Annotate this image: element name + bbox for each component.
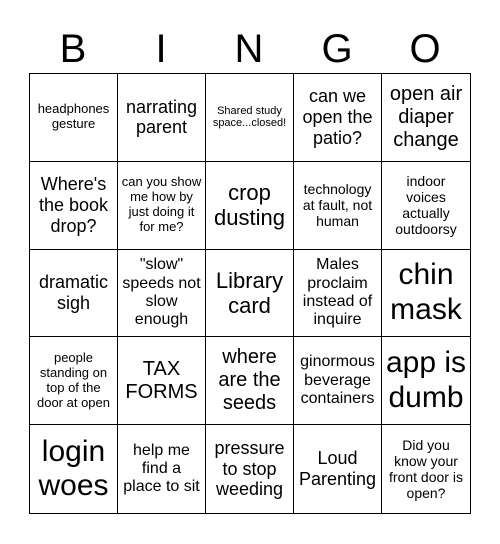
- bingo-cell[interactable]: crop dusting: [206, 162, 294, 250]
- bingo-cell[interactable]: dramatic sigh: [30, 250, 118, 338]
- bingo-cell[interactable]: can you show me how by just doing it for me?: [118, 162, 206, 250]
- header-letter-b: B: [59, 27, 87, 71]
- bingo-cell[interactable]: technology at fault, not human: [294, 162, 382, 250]
- bingo-cell[interactable]: open air diaper change: [382, 74, 470, 162]
- bingo-cell[interactable]: Shared study space...closed!: [206, 74, 294, 162]
- bingo-header: [29, 24, 471, 74]
- header-letter-o: O: [409, 27, 441, 71]
- bingo-cell[interactable]: can we open the patio?: [294, 74, 382, 162]
- bingo-cell[interactable]: Did you know your front door is open?: [389, 436, 463, 502]
- bingo-cell[interactable]: headphones gesture: [30, 74, 118, 162]
- header-letter-g: G: [321, 27, 353, 71]
- bingo-cell[interactable]: chin mask: [382, 250, 470, 338]
- bingo-grid: [29, 73, 471, 514]
- bingo-cell[interactable]: help me find a place to sit: [118, 425, 206, 513]
- bingo-cell[interactable]: login woes: [30, 425, 118, 513]
- bingo-cell[interactable]: where are the seeds: [206, 337, 294, 425]
- header-letter-i: I: [155, 27, 167, 71]
- bingo-cell[interactable]: narrating parent: [118, 74, 206, 162]
- bingo-cell[interactable]: indoor voices actually outdoorsy: [382, 162, 470, 250]
- header-letter-n: N: [234, 27, 264, 71]
- bingo-cell[interactable]: Where's the book drop?: [30, 162, 118, 250]
- bingo-cell[interactable]: TAX FORMS: [118, 337, 206, 425]
- bingo-cell[interactable]: Males proclaim instead of inquire: [294, 250, 382, 338]
- bingo-cell[interactable]: people standing on top of the door at open: [30, 337, 118, 425]
- bingo-cell[interactable]: ginormous beverage containers: [294, 337, 382, 425]
- bingo-cell[interactable]: pressure to stop weeding: [206, 425, 294, 513]
- bingo-cell[interactable]: app is dumb: [382, 337, 470, 425]
- bingo-cell[interactable]: Loud Parenting: [294, 425, 382, 513]
- bingo-cell[interactable]: Library card: [206, 250, 294, 338]
- bingo-cell[interactable]: "slow" speeds not slow enough: [118, 250, 206, 338]
